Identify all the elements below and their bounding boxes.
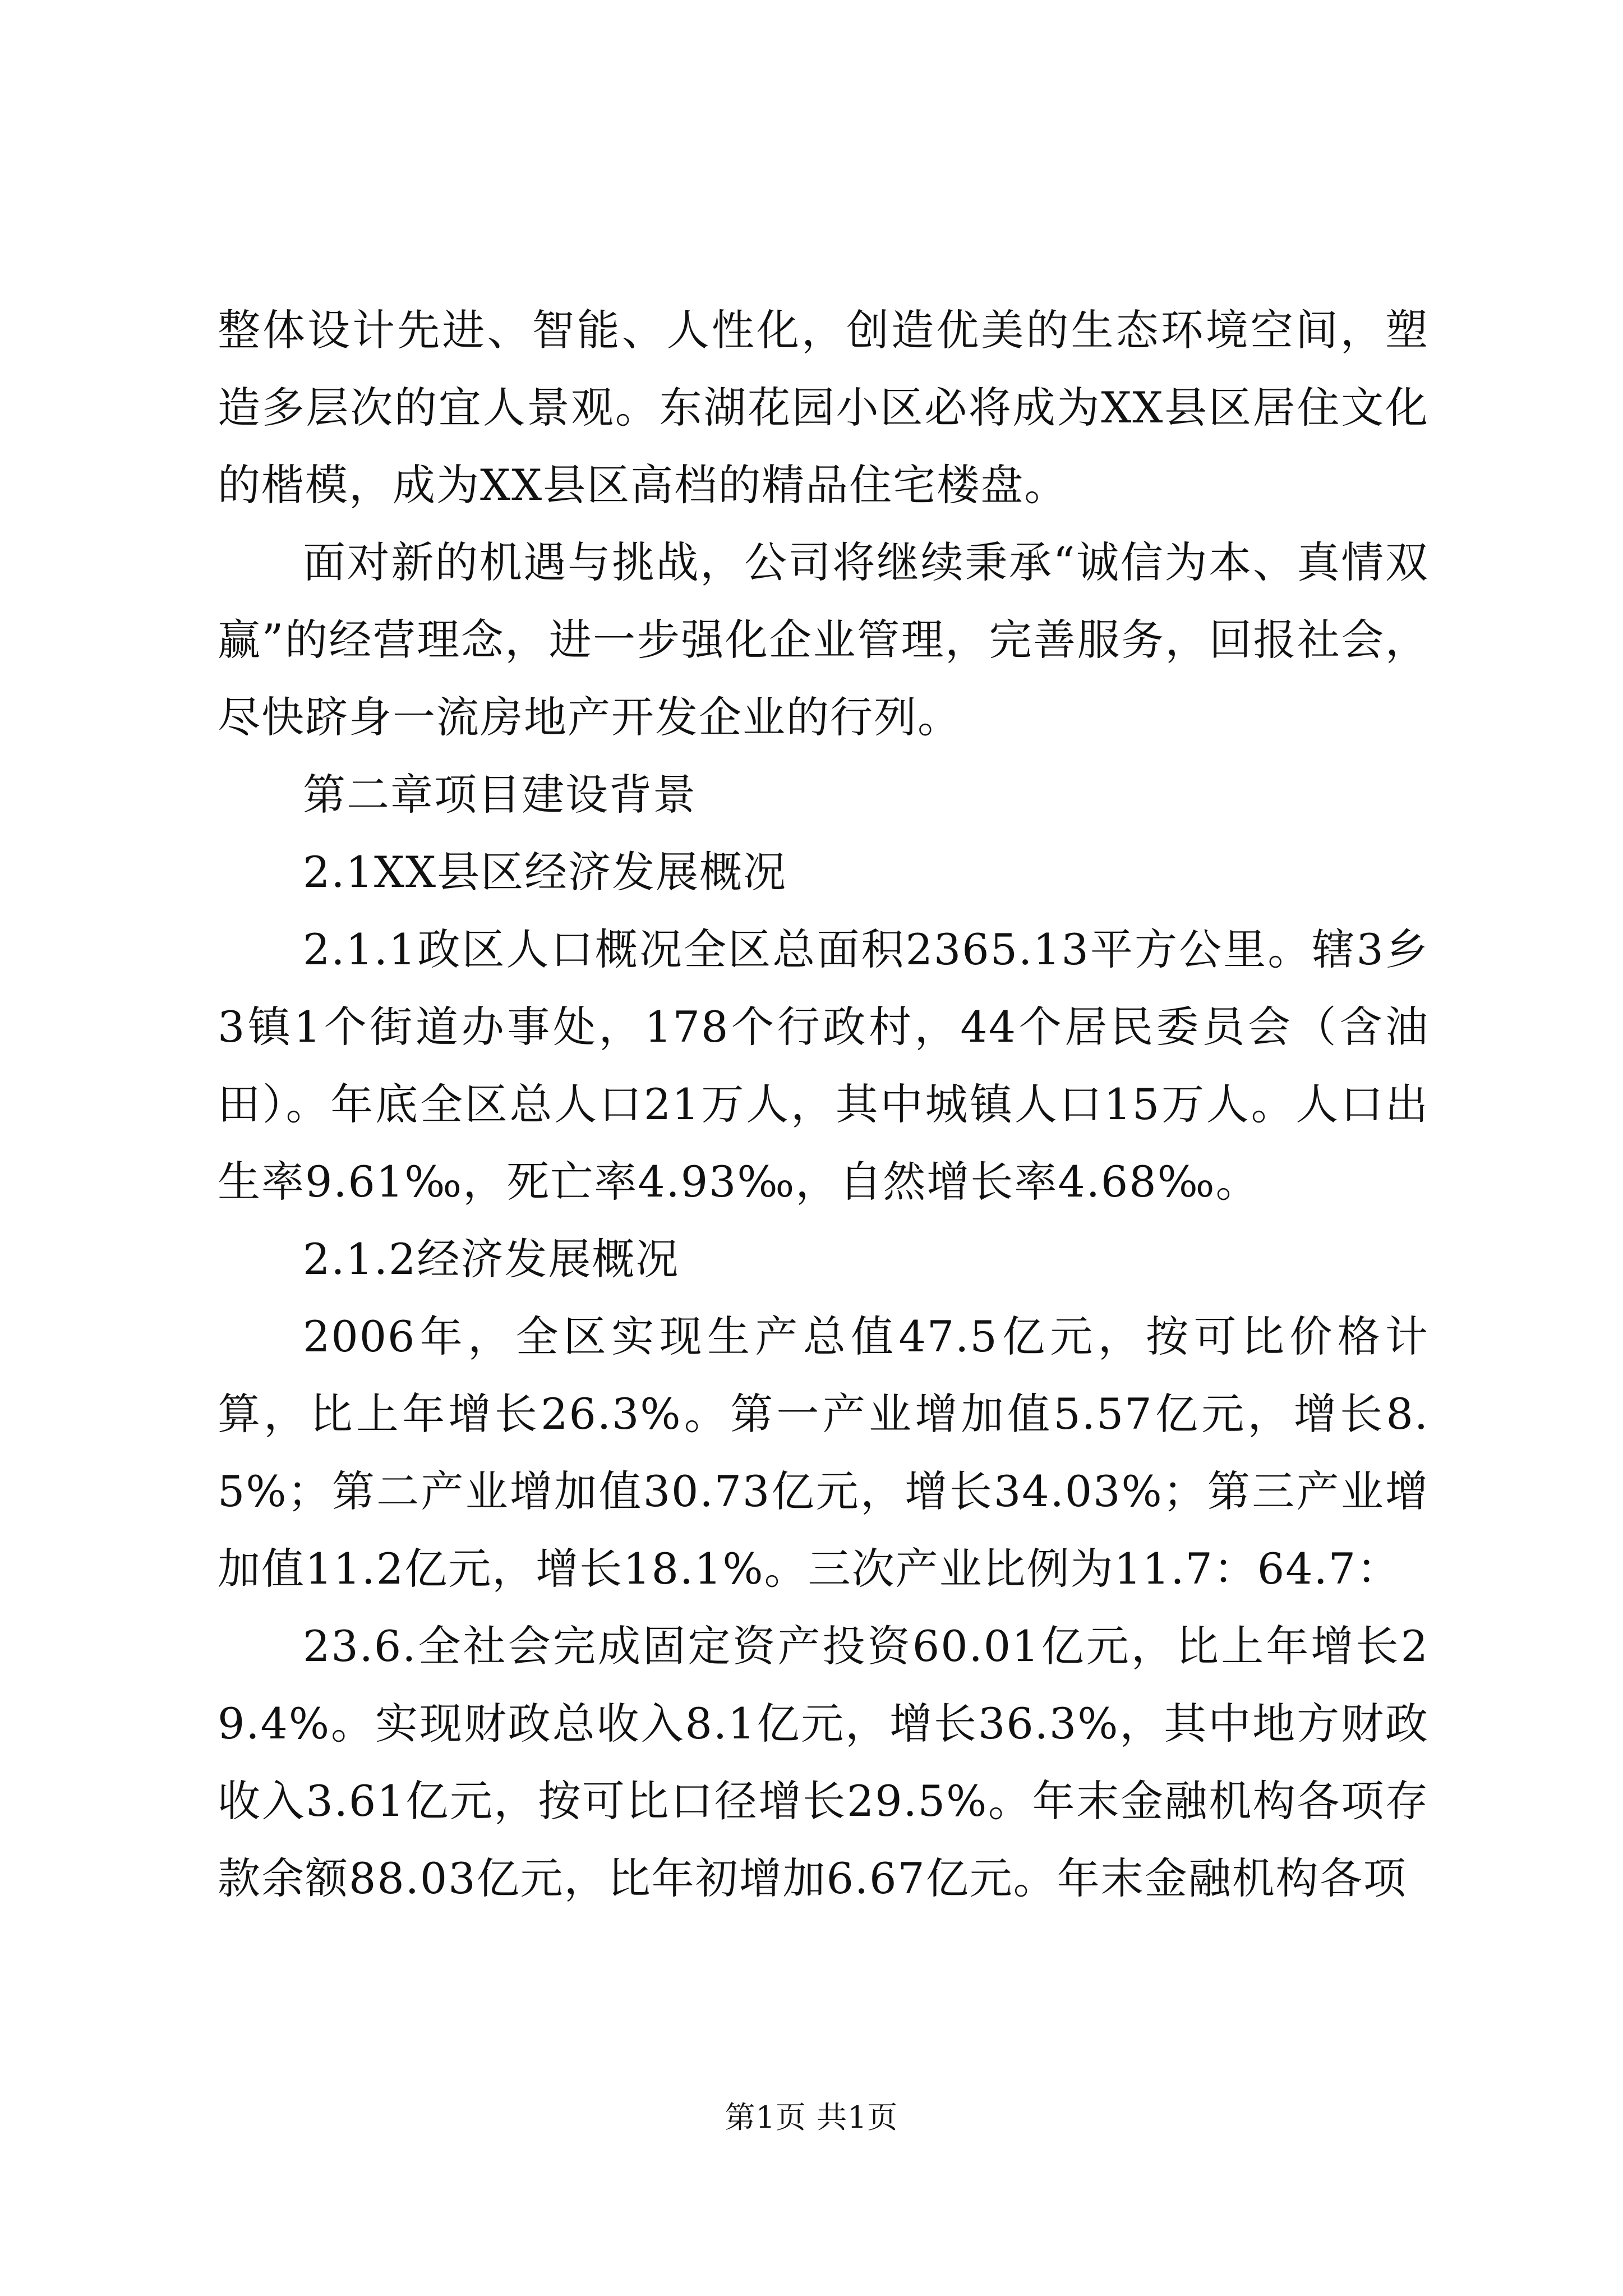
paragraph-economy: 2006年，全区实现生产总值47.5亿元，按可比价格计算，比上年增长26.3%。第一产业增加值5.57亿元，增长8.5%；第二产业增加值30.73亿元，增长34.03%；第三产业增加值11.2亿元，增长18.1%。三次产业比例为11.7：64.7： <box>218 1312 1429 1594</box>
section-heading: 2.1XX县区经济发展概况 <box>303 847 787 897</box>
chapter-heading: 第二章项目建设背景 <box>303 770 697 820</box>
subsection-heading: 2.1.2经济发展概况 <box>303 1234 680 1284</box>
document-body <box>218 292 1429 1917</box>
paragraph-investment: 23.6.全社会完成固定资产投资60.01亿元，比上年增长29.4%。实现财政总收入8.1亿元，增长36.3%，其中地方财政收入3.61亿元，按可比口径增长29.5%。年末金融机构各项存款余额88.03亿元，比年初增加6.67亿元。年末金融机构各项 <box>218 1621 1429 1903</box>
paragraph-project-intro: 整体设计先进、智能、人性化，创造优美的生态环境空间，塑造多层次的宜人景观。东湖花园小区必将成为XX县区居住文化的楷模，成为XX县区高档的精品住宅楼盘。 <box>218 305 1429 510</box>
paragraph-company-outlook: 面对新的机遇与挑战，公司将继续秉承“诚信为本、真情双赢”的经营理念，进一步强化企业管理，完善服务，回报社会，尽快跻身一流房地产开发企业的行列。 <box>218 537 1429 742</box>
paragraph-population: 2.1.1政区人口概况全区总面积2365.13平方公里。辖3乡3镇1个街道办事处，178个行政村，44个居民委员会（含油田）。年底全区总人口21万人，其中城镇人口15万人。人口出生率9.61‰，死亡率4.93‰，自然增长率4.68‰。 <box>218 924 1429 1207</box>
page-footer: 第1页 共1页 <box>725 2100 898 2135</box>
